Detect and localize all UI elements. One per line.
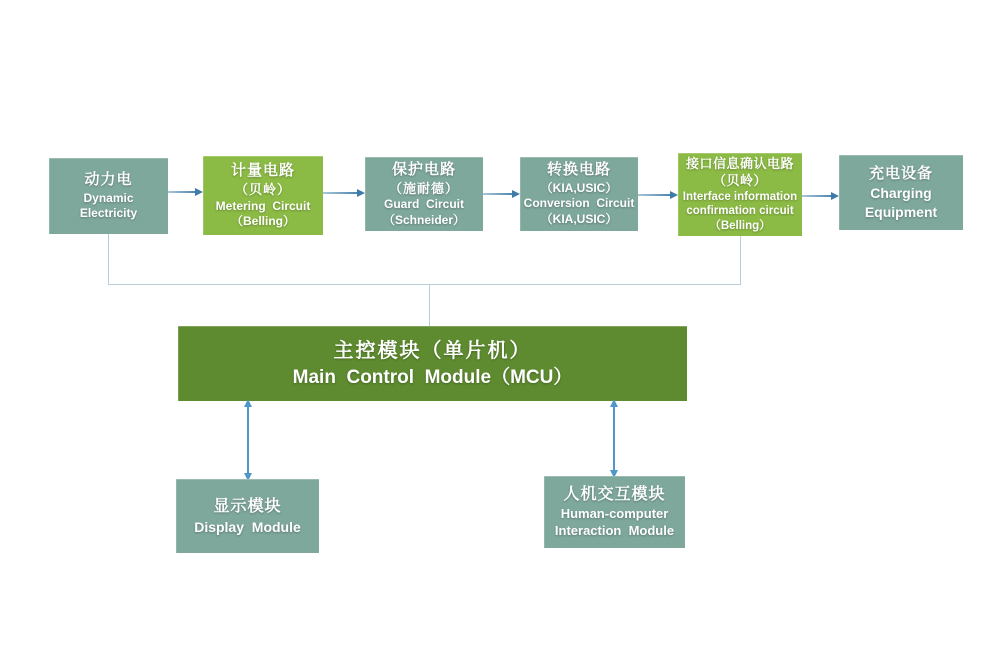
arrow-main-to-hci — [613, 406, 615, 471]
interface-confirmation-label-en2: confirmation circuit — [686, 205, 794, 218]
box-display-module — [176, 479, 319, 553]
guard-circuit-label-en: Guard Circuit — [383, 197, 464, 212]
busline-from-dynamic — [108, 234, 109, 284]
display-module-label-en: Display Module — [194, 518, 301, 535]
interface-confirmation-label-en1: Interface information — [682, 190, 798, 203]
busline-to-main-control — [429, 284, 430, 326]
interface-confirmation-label-zh: 接口信息确认电路 — [685, 156, 794, 172]
hci-module-label-en2: Interaction Module — [554, 522, 675, 538]
box-metering-circuit — [203, 156, 323, 235]
metering-circuit-label-brand-zh: （贝岭） — [234, 182, 291, 198]
guard-circuit-label-brand-zh: （施耐德） — [388, 180, 459, 196]
busline-horizontal — [108, 284, 741, 285]
metering-circuit-label-en: Metering Circuit — [215, 198, 311, 213]
dynamic-electricity-label-en2: Electricity — [79, 206, 138, 221]
guard-circuit-label-brand-en: （Schneider） — [382, 212, 466, 227]
box-dynamic-electricity — [49, 158, 168, 234]
box-main-control-module — [178, 326, 687, 401]
box-interface-confirmation — [678, 153, 802, 236]
dynamic-electricity-label-zh: 动力电 — [84, 171, 133, 189]
arrow-conversion-to-interface — [638, 194, 672, 196]
charging-equipment-label-en2: Equipment — [864, 203, 938, 220]
hci-module-label-en1: Human-computer — [560, 505, 669, 521]
main-control-label-zh: 主控模块（单片机） — [333, 340, 532, 363]
conversion-circuit-label-brand2: （KIA,USIC） — [540, 211, 618, 226]
arrow-guard-to-conversion — [483, 193, 514, 195]
box-hci-module — [544, 476, 685, 548]
conversion-circuit-label-en: Conversion Circuit — [523, 196, 635, 211]
guard-circuit-label-zh: 保护电路 — [391, 160, 456, 178]
metering-circuit-label-brand-en: （Belling） — [230, 214, 295, 229]
arrow-dynamic-to-metering — [168, 191, 197, 193]
charging-equipment-label-zh: 充电设备 — [868, 165, 933, 183]
conversion-circuit-label-zh: 转换电路 — [546, 161, 611, 179]
display-module-label-zh: 显示模块 — [213, 498, 282, 516]
arrow-main-to-display — [247, 406, 249, 474]
box-guard-circuit — [365, 157, 483, 231]
busline-from-interface — [740, 236, 741, 284]
main-control-label-en: Main Control Module（MCU） — [292, 367, 573, 389]
dynamic-electricity-label-en: Dynamic — [83, 190, 134, 205]
interface-confirmation-label-brand-zh: （贝岭） — [712, 172, 767, 188]
box-charging-equipment — [839, 155, 963, 230]
metering-circuit-label-zh: 计量电路 — [230, 162, 295, 179]
arrow-interface-to-charging — [802, 195, 833, 197]
conversion-circuit-label-brand1: （KIA,USIC） — [540, 180, 618, 195]
interface-confirmation-label-brand-en: （Belling） — [709, 219, 771, 232]
hci-module-label-zh: 人机交互模块 — [563, 486, 666, 504]
box-conversion-circuit — [520, 157, 638, 231]
arrow-metering-to-guard — [323, 192, 359, 194]
charging-equipment-label-en1: Charging — [870, 185, 932, 202]
